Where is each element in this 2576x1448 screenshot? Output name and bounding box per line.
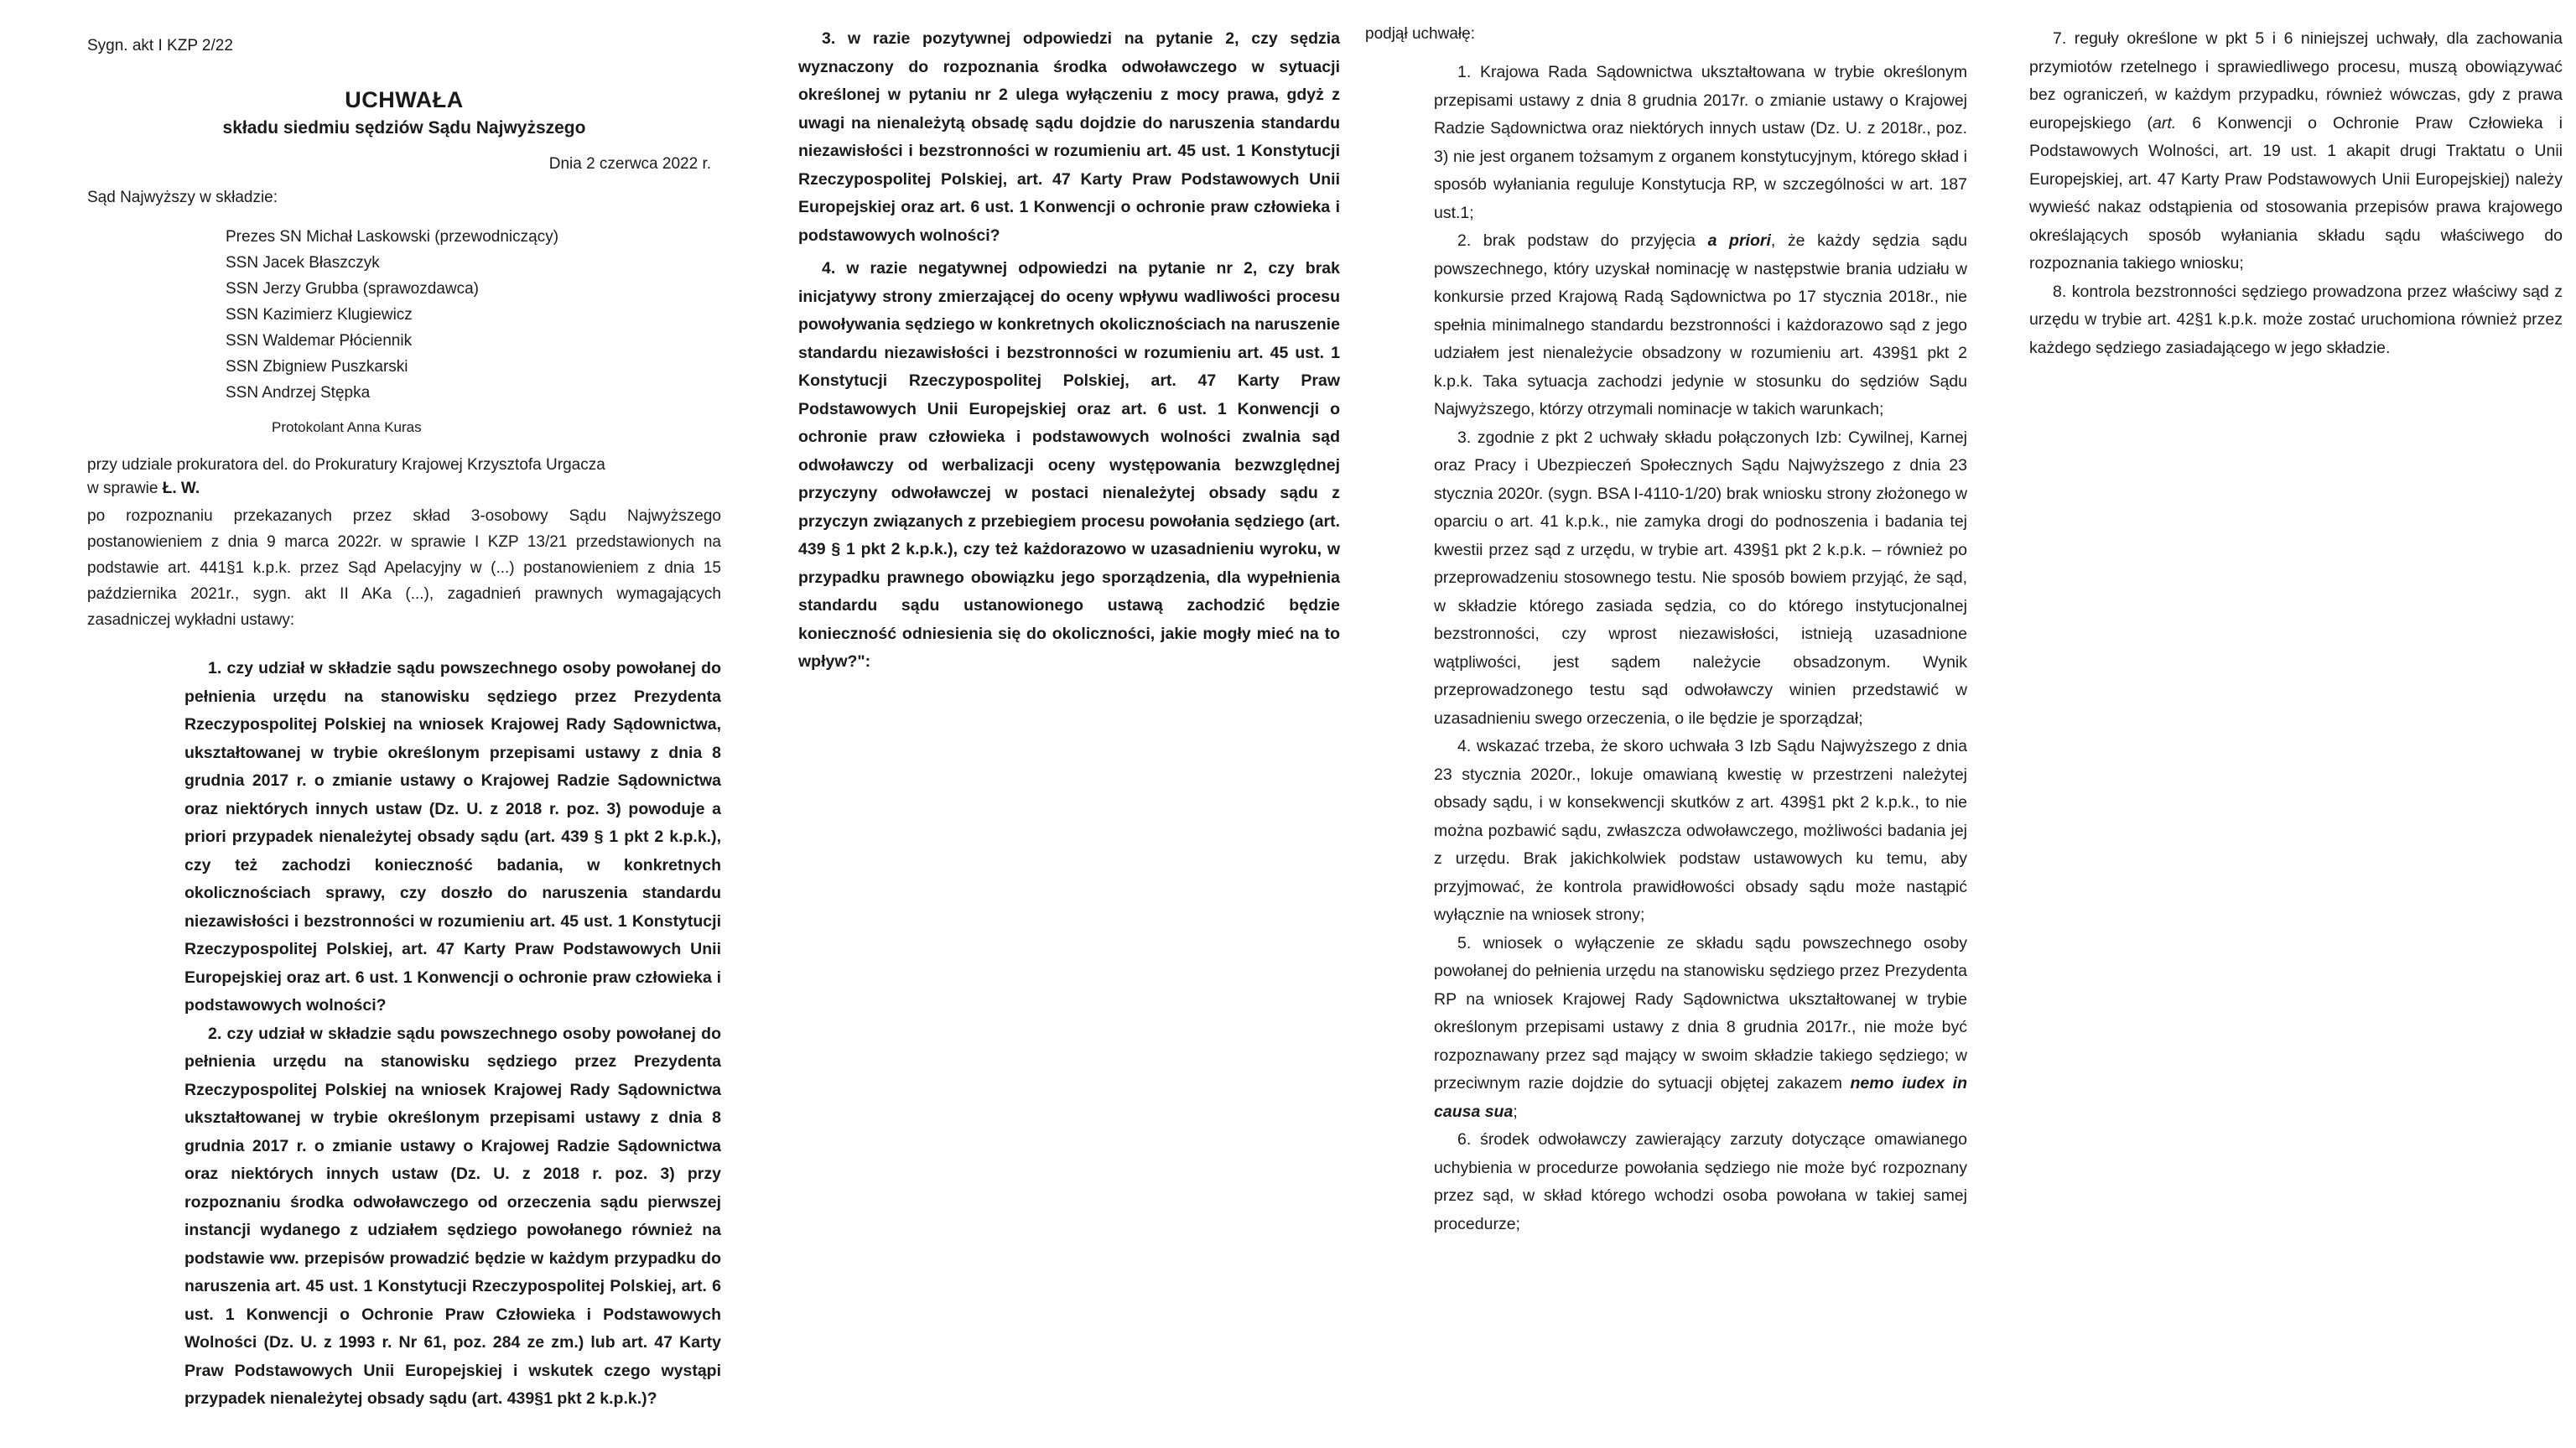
resolution-point-2: 2. brak podstaw do przyjęcia a priori, że każdy sędzia sądu powszechnego, który uzyskał nominację w następstwie brania udziału w konkursie przed Krajową Radą Sądownictwa po 17 stycznia 2018r., nie spełnia minimalnego standardu bezstronności i każdorazowo sąd z jego udziałem jest nienależycie obsadzony w rozumieniu art. 439§1 pkt 2 k.p.k. Taka sytuacja zachodzi jedynie w stosunku do sędziów Sądu Najwyższego, którzy otrzymali nominacje w takich warunkach; bbox=[1434, 231, 1967, 418]
column-1 bbox=[87, 25, 721, 1414]
resolution-point-3: 3. zgodnie z pkt 2 uchwały składu połączonych Izb: Cywilnej, Karnej oraz Pracy i Ubezpieczeń Społecznych Sądu Najwyższego z dnia 23 stycznia 2020r. (sygn. BSA I-4110-1/20) brak wniosku strony złożonego w oparciu o art. 41 k.p.k., nie zamyka drogi do podnoszenia i badania tej kwestii przez sąd z urzędu, w trybie art. 439§1 pkt 2 k.p.k. – również po przeprowadzeniu stosownego testu. Nie sposób bowiem przyjąć, że sąd, w składzie którego zasiada sędzia, co do którego instytucjonalnej bezstronności, czy wprost niezawisłości, istnieją uzasadnione wątpliwości, jest sądem należycie obsadzonym. Wynik przeprowadzonego testu sąd odwoławczy winien przedstawić w uzasadnieniu swego orzeczenia, o ile będzie je sporządzał; bbox=[1434, 428, 1967, 728]
document-title: UCHWAŁA bbox=[345, 87, 464, 112]
resolution-point-8: 8. kontrola bezstronności sędziego prowadzona przez właściwy sąd z urzędu w trybie art. 42§1 k.p.k. może zostać uruchomiona również przez każdego sędziego zasiadającego w jego składzie. bbox=[2029, 282, 2563, 357]
resolution-point-4: 4. wskazać trzeba, że skoro uchwała 3 Izb Sądu Najwyższego z dnia 23 stycznia 2020r., lokuje omawianą kwestię w przestrzeni należytej obsady sądu, i w konsekwencji skutków z art. 439§1 pkt 2 k.p.k., to nie można pozbawić sądu, zwłaszcza odwoławczego, możliwości badania jej z urzędu. Brak jakichkolwiek podstaw ustawowych ku temu, aby przyjmować, że kontrola prawidłowości obsady sądu może nastąpić wyłącznie na wniosek strony; bbox=[1434, 737, 1967, 924]
resolution-intro: podjął uchwałę: bbox=[1365, 25, 1475, 43]
resolution-point-5: 5. wniosek o wyłączenie ze składu sądu powszechnego osoby powołanej do pełnienia urzędu na stanowisku sędziego przez Prezydenta RP na wniosek Krajowej Rady Sądownictwa ukształtowanej w trybie określonym przepisami ustawy z dnia 8 grudnia 2017r., nie może być rozpoznawany przez sąd mający w swoim składzie takiego sędziego; w przeciwnym razie dojdzie do sytuacji objętej zakazem nemo iudex in causa sua; bbox=[1434, 933, 1967, 1121]
judges-list bbox=[226, 224, 721, 406]
case-prefix: w sprawie bbox=[87, 480, 158, 497]
document-date: Dnia 2 czerwca 2022 r. bbox=[548, 155, 711, 173]
judge-item: SSN Zbigniew Puszkarski bbox=[226, 358, 408, 376]
question-4: 4. w razie negatywnej odpowiedzi na pytanie nr 2, czy brak inicjatywy strony zmierzającej do oceny wpływu wadliwości procesu powoływania sędziego w konkretnych okolicznościach na naruszenie standardu niezawisłości i bezstronności w rozumieniu art. 45 ust. 1 Konstytucji Rzeczypospolitej Polskiej, art. 47 Karty Praw Podstawowych Unii Europejskiej oraz art. 6 ust. 1 Konwencji o ochronie praw człowieka i podstawowych wolności zwalnia sąd odwoławczy od werbalizacji oceny występowania bezwzględnej przyczyny odwoławczej w postaci nienależytej obsady sądu z przyczyn związanych z przebiegiem procesu powołania sędziego (art. 439 § 1 pkt 2 k.p.k.), czy też każdorazowo w uzasadnieniu wyroku, w przypadku prawnego obowiązku jego sporządzenia, dla wypełnienia standardu sądu ustanowionego ustawą zachodzić będzie konieczność odniesienia się do okoliczności, jakie mogły mieć na to wpływ?": bbox=[798, 259, 1340, 671]
procedural-context: po rozpoznaniu przekazanych przez skład 3-osobowy Sądu Najwyższego postanowieniem z dnia 9 marca 2022r. w sprawie I KZP 13/21 przedstawionych na podstawie art. 441§1 k.p.k. przez Sąd Apelacyjny w (...) postanowieniem z dnia 15 października 2021r., sygn. akt II AKa (...), zagadnień prawnych wymagających zasadniczej wykładni ustawy: bbox=[87, 507, 721, 629]
art-reference: art. bbox=[2152, 113, 2177, 132]
question-1: 1. czy udział w składzie sądu powszechnego osoby powołanej do pełnienia urzędu na stanowisku sędziego przez Prezydenta Rzeczypospolitej Polskiej na wniosek Krajowej Rady Sądownictwa, ukształtowanej w trybie określonym przepisami ustawy z dnia 8 grudnia 2017 r. o zmianie ustawy o Krajowej Radzie Sądownictwa oraz niektórych innych ustaw (Dz. U. z 2018 r. poz. 3) powoduje a priori przypadek nienależytej obsady sądu (art. 439 § 1 pkt 2 k.p.k.), czy też zachodzi konieczność badania, w konkretnych okolicznościach sprawy, czy doszło do naruszenia standardu niezawisłości i bezstronności w rozumieniu art. 45 ust. 1 Konstytucji Rzeczypospolitej Polskiej, art. 47 Karty Praw Podstawowych Unii Europejskiej oraz art. 6 ust. 1 Konwencji o ochronie praw człowieka i podstawowych wolności? bbox=[184, 659, 721, 1015]
judge-item: SSN Waldemar Płóciennik bbox=[226, 332, 413, 350]
resolution-point-1: 1. Krajowa Rada Sądownictwa ukształtowana w trybie określonym przepisami ustawy z dnia 8 grudnia 2017r. o zmianie ustawy o Krajowej Radzie Sądownictwa oraz niektórych innych ustaw (Dz. U. z 2018r., poz. 3) nie jest organem tożsamym z organem konstytucyjnym, którego skład i sposób wyłaniania reguluje Konstytucja RP, w szczególności w art. 187 ust.1; bbox=[1434, 63, 1967, 222]
question-2: 2. czy udział w składzie sądu powszechnego osoby powołanej do pełnienia urzędu na stanowisku sędziego przez Prezydenta Rzeczypospolitej Polskiej na wniosek Krajowej Rady Sądownictwa ukształtowanej w trybie określonym przepisami ustawy z dnia 8 grudnia 2017 r. o zmianie ustawy o Krajowej Radzie Sądownictwa oraz niektórych innych ustaw (Dz. U. z 2018 r. poz. 3) przy rozpoznaniu środka odwoławczego od orzeczenia sądu pierwszej instancji wydanego z udziałem sędziego powołanego również na podstawie ww. przepisów prowadzić będzie w każdym przypadku do naruszenia art. 45 ust. 1 Konstytucji Rzeczypospolitej Polskiej, art. 6 ust. 1 Konwencji o Ochronie Praw Człowieka i Podstawowych Wolności (Dz. U. z 1993 r. Nr 61, poz. 284 ze zm.) lub art. 47 Karty Praw Podstawowych Unii Europejskiej i wskutek czego wystąpi przypadek nienależytej obsady sądu (art. 439§1 pkt 2 k.p.k.)? bbox=[184, 1024, 721, 1408]
judge-item: SSN Jerzy Grubba (sprawozdawca) bbox=[226, 280, 479, 298]
judge-item: SSN Andrzej Stępka bbox=[226, 384, 371, 402]
resolution-point-6: 6. środek odwoławczy zawierający zarzuty dotyczące omawianego uchybienia w procedurze powołania sędziego nie może być rozpoznany przez sąd, w skład którego wchodzi osoba powołana w takiej samej procedurze; bbox=[1434, 1130, 1967, 1233]
column-3 bbox=[1365, 25, 1967, 1238]
resolution-point-7: 7. reguły określone w pkt 5 i 6 niniejszej uchwały, dla zachowania przymiotów rzetelnego i sprawiedliwego procesu, muszą obowiązywać bez ograniczeń, w każdym przypadku, również wówczas, gdy z prawa europejskiego (art. 6 Konwencji o Ochronie Praw Człowieka i Podstawowych Wolności, art. 19 ust. 1 akapit drugi Traktatu o Unii Europejskiej, art. 47 Karty Praw Podstawowych Unii Europejskiej) należy wywieść nakaz odstąpienia od stosowania przepisów prawa krajowego określających sposób wyłaniania składu sądu właściwego do rozpoznania takiego wniosku; bbox=[2029, 29, 2563, 272]
court-composition-label: Sąd Najwyższy w składzie: bbox=[87, 189, 278, 206]
column-4 bbox=[2029, 25, 2563, 362]
question-3: 3. w razie pozytywnej odpowiedzi na pytanie 2, czy sędzia wyznaczony do rozpoznania środka odwoławczego w sytuacji określonej w pytaniu nr 2 ulega wyłączeniu z mocy prawa, gdyż z uwagi na nienależytą obsadę sądu dojdzie do naruszenia standardu niezawisłości i bezstronności w rozumieniu art. 45 ust. 1 Konstytucji Rzeczypospolitej Polskiej, art. 47 Karty Praw Podstawowych Unii Europejskiej oraz art. 6 ust. 1 Konwencji o ochronie praw człowieka i podstawowych wolności? bbox=[798, 29, 1340, 245]
resolution-list bbox=[1434, 59, 1967, 1238]
latin-phrase: nemo iudex in causa sua bbox=[1434, 1074, 1967, 1121]
judge-item: SSN Jacek Błaszczyk bbox=[226, 254, 380, 272]
questions-list bbox=[184, 655, 721, 1414]
case-line bbox=[87, 480, 721, 498]
prosecutor-line: przy udziale prokuratora del. do Prokuratury Krajowej Krzysztofa Urgacza bbox=[87, 456, 605, 474]
column-2 bbox=[798, 25, 1340, 677]
case-signature: Sygn. akt I KZP 2/22 bbox=[87, 37, 233, 54]
judge-item: SSN Kazimierz Klugiewicz bbox=[226, 306, 413, 324]
document-subtitle: składu siedmiu sędziów Sądu Najwyższego bbox=[222, 118, 586, 138]
a-priori-phrase: a priori bbox=[1707, 231, 1771, 250]
case-name: Ł. W. bbox=[162, 480, 200, 497]
judge-item: Prezes SN Michał Laskowski (przewodniczący) bbox=[226, 228, 559, 246]
clerk-line: Protokolant Anna Kuras bbox=[272, 419, 422, 435]
